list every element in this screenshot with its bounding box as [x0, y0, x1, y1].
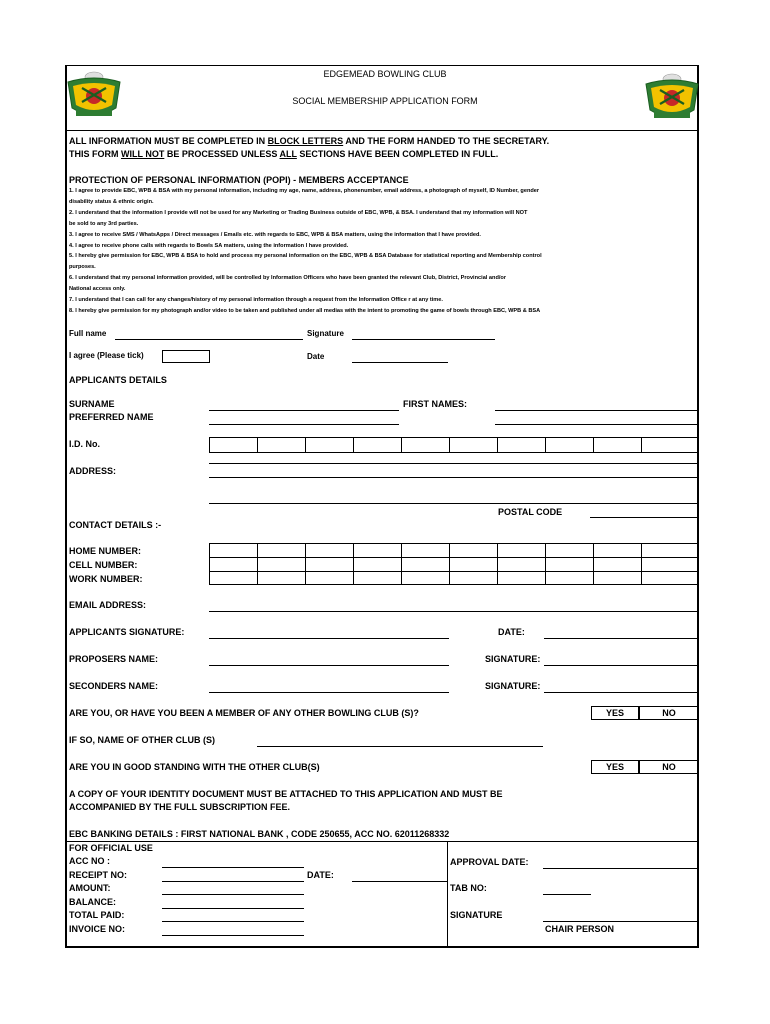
home-number-label: HOME NUMBER:	[69, 546, 141, 556]
surname-field[interactable]	[209, 410, 399, 411]
popi-line: 7. I understand that I can call for any changes/history of my personal information through a request from the Information Office r at any time.	[69, 297, 443, 303]
acc-no-label: ACC NO :	[69, 856, 110, 866]
email-field[interactable]	[209, 611, 699, 612]
seconder-signature-label: SIGNATURE:	[485, 681, 541, 691]
official-signature-label: SIGNATURE	[450, 910, 503, 920]
total-paid-label: TOTAL PAID:	[69, 910, 125, 920]
full-name-field[interactable]	[115, 339, 303, 340]
proposer-signature-label: SIGNATURE:	[485, 654, 541, 664]
popi-line: disability status & ethnic origin.	[69, 199, 154, 205]
address-label: ADDRESS:	[69, 466, 117, 476]
postal-code-field[interactable]	[590, 517, 698, 518]
invoice-no-field[interactable]	[162, 935, 304, 936]
approval-date-field[interactable]	[543, 868, 698, 869]
popi-line: National access only.	[69, 286, 126, 292]
tab-no-field[interactable]	[543, 894, 591, 895]
balance-label: BALANCE:	[69, 897, 116, 907]
address-field-line-1[interactable]	[209, 463, 699, 464]
popi-line: 4. I agree to receive phone calls with regards to Bowls SA matters, using the information I have provided.	[69, 243, 349, 249]
tab-no-label: TAB NO:	[450, 883, 487, 893]
header-divider	[66, 130, 698, 131]
id-number-label: I.D. No.	[69, 439, 100, 449]
other-club-question: ARE YOU, OR HAVE YOU BEEN A MEMBER OF ANY OTHER BOWLING CLUB (S)?	[69, 708, 419, 718]
popi-line: 6. I understand that my personal information provided, will be controlled by Information Officers who have been granted the relevant Club, District, Provincial and/or	[69, 275, 507, 281]
banking-details: EBC BANKING DETAILS : FIRST NATIONAL BANK , CODE 250655, ACC NO. 62011268332	[69, 829, 450, 839]
address-field-line-3[interactable]	[209, 503, 699, 504]
official-date-label: DATE:	[307, 870, 334, 880]
other-club-name-label: IF SO, NAME OF OTHER CLUB (S)	[69, 735, 215, 745]
cell-number-label: CELL NUMBER:	[69, 560, 138, 570]
popi-signature-label: Signature	[307, 329, 344, 338]
preferred-name-label: PREFERRED NAME	[69, 412, 154, 422]
receipt-no-field[interactable]	[162, 881, 304, 882]
id-copy-note-1: A COPY OF YOUR IDENTITY DOCUMENT MUST BE ATTACHED TO THIS APPLICATION AND MUST BE	[69, 789, 503, 799]
total-paid-field[interactable]	[162, 921, 304, 922]
popi-date-label: Date	[307, 352, 325, 361]
approval-date-label: APPROVAL DATE:	[450, 857, 529, 867]
other-club-no-label: NO	[662, 708, 676, 718]
good-standing-no-label: NO	[662, 762, 676, 772]
form-frame	[65, 65, 699, 948]
applicant-signature-field[interactable]	[209, 638, 449, 639]
good-standing-question: ARE YOU IN GOOD STANDING WITH THE OTHER CLUB(S)	[69, 762, 320, 772]
applicant-date-label: DATE:	[498, 627, 525, 637]
balance-field[interactable]	[162, 908, 304, 909]
chair-person-label: CHAIR PERSON	[545, 924, 615, 934]
other-club-name-field[interactable]	[257, 746, 543, 747]
work-number-label: WORK NUMBER:	[69, 574, 143, 584]
i-agree-label: I agree (Please tick)	[69, 351, 144, 360]
surname-label: SURNAME	[69, 399, 115, 409]
receipt-no-label: RECEIPT NO:	[69, 870, 128, 880]
instruction-line-1: ALL INFORMATION MUST BE COMPLETED IN BLOCK LETTERS AND THE FORM HANDED TO THE SECRETARY.	[69, 136, 550, 146]
popi-line: 3. I agree to receive SMS / WhatsApps / Direct messages / Emails etc. with regards to EBC, WPB & BSA matters, using the information that I have provided.	[69, 232, 481, 238]
first-names-field-2[interactable]	[495, 424, 698, 425]
id-copy-note-2: ACCOMPANIED BY THE FULL SUBSCRIPTION FEE.	[69, 802, 291, 812]
acc-no-field[interactable]	[162, 867, 304, 868]
amount-field[interactable]	[162, 894, 304, 895]
official-signature-field[interactable]	[543, 921, 698, 922]
first-names-label: FIRST NAMES:	[403, 399, 467, 409]
proposers-name-label: PROPOSERS NAME:	[69, 654, 159, 664]
seconder-signature-field[interactable]	[544, 692, 698, 693]
instruction-line-2: THIS FORM WILL NOT BE PROCESSED UNLESS ALL SECTIONS HAVE BEEN COMPLETED IN FULL.	[69, 149, 499, 159]
email-label: EMAIL ADDRESS:	[69, 600, 147, 610]
popi-date-field[interactable]	[352, 362, 448, 363]
proposer-signature-field[interactable]	[544, 665, 698, 666]
amount-label: AMOUNT:	[69, 883, 111, 893]
popi-line: 2. I understand that the information I provide will not be used for any Marketing or Trading Business outside of EBC, WPB, & BSA. I understand that my information will NOT	[69, 210, 528, 216]
good-standing-yes-label: YES	[605, 762, 624, 772]
seconders-name-label: SECONDERS NAME:	[69, 681, 159, 691]
preferred-name-field[interactable]	[209, 424, 399, 425]
popi-line: purposes.	[69, 264, 96, 270]
popi-line: 5. I hereby give permission for EBC, WPB & BSA to hold and process my personal information on the EBC, WPB & BSA Database for statistical reporting and Membership control	[69, 253, 542, 259]
club-logo-right	[642, 70, 702, 122]
popi-line: be sold to any 3rd parties.	[69, 221, 139, 227]
i-agree-checkbox[interactable]	[162, 350, 210, 363]
proposers-name-field[interactable]	[209, 665, 449, 666]
popi-line: 8. I hereby give permission for my photograph and/or video to be taken and published under all medias with the intent to promoting the game of bowls through EBC, WPB & BSA	[69, 308, 541, 314]
popi-signature-field[interactable]	[352, 339, 495, 340]
applicant-signature-label: APPLICANTS SIGNATURE:	[69, 627, 185, 637]
club-title: EDGEMEAD BOWLING CLUB	[323, 69, 447, 79]
address-field-line-2[interactable]	[209, 477, 699, 478]
club-logo-left	[64, 68, 124, 120]
applicants-details-heading: APPLICANTS DETAILS	[69, 375, 167, 385]
popi-line: 1. I agree to provide EBC, WPB & BSA with my personal information, including my age, name, address, phonenumber, email address, a photograph of myself, ID Number, gender	[69, 188, 540, 194]
seconders-name-field[interactable]	[209, 692, 449, 693]
contact-details-label: CONTACT DETAILS :-	[69, 520, 162, 530]
first-names-field[interactable]	[495, 410, 698, 411]
invoice-no-label: INVOICE NO:	[69, 924, 126, 934]
form-title: SOCIAL MEMBERSHIP APPLICATION FORM	[292, 96, 478, 106]
applicant-date-field[interactable]	[544, 638, 698, 639]
official-divider	[447, 841, 448, 947]
other-club-yes-label: YES	[605, 708, 624, 718]
official-date-field[interactable]	[352, 881, 447, 882]
official-use-heading: FOR OFFICIAL USE	[69, 843, 153, 853]
postal-code-label: POSTAL CODE	[498, 507, 563, 517]
full-name-label: Full name	[69, 329, 107, 338]
official-top-border	[66, 841, 698, 842]
popi-heading: PROTECTION OF PERSONAL INFORMATION (POPI) - MEMBERS ACCEPTANCE	[69, 175, 409, 185]
